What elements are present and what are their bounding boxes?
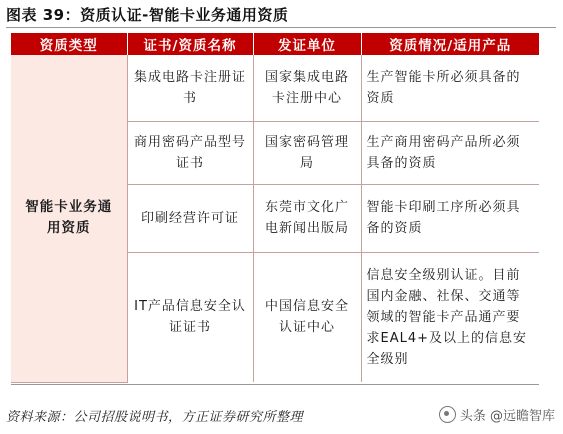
issuer-cell: 国家集成电路卡注册中心 (253, 55, 361, 121)
watermark-logo-icon (439, 406, 456, 423)
caption-divider (6, 27, 556, 28)
source-note: 资料来源：公司招股说明书，方正证券研究所整理 (6, 410, 304, 425)
certificate-name-cell: 印刷经营许可证 (127, 184, 253, 252)
certificate-name-cell: 商用密码产品型号证书 (127, 121, 253, 184)
usage-cell: 信息安全级别认证。目前国内金融、社保、交通等领域的智能卡产品通产要求EAL4+及以上的信息安全级别 (361, 252, 539, 382)
certificate-name-cell: 集成电路卡注册证书 (127, 55, 253, 121)
qualification-table (11, 33, 539, 383)
figure-caption: 图表 39：资质认证-智能卡业务通用资质 (6, 6, 289, 24)
table-row (11, 55, 539, 121)
header-certificate-name: 证书/资质名称 (127, 33, 253, 55)
header-issuer: 发证单位 (253, 33, 361, 55)
usage-cell: 智能卡印刷工序所必须具备的资质 (361, 184, 539, 252)
issuer-cell: 中国信息安全认证中心 (253, 252, 361, 382)
issuer-cell: 国家密码管理局 (253, 121, 361, 184)
qualification-type-cell: 智能卡业务通用资质 (11, 55, 127, 382)
header-qualification-type: 资质类型 (11, 33, 127, 55)
table-header-row (11, 33, 539, 55)
certificate-name-cell: IT产品信息安全认证证书 (127, 252, 253, 382)
table-bottom-rule (11, 384, 539, 385)
header-usage: 资质情况/适用产品 (361, 33, 539, 55)
usage-cell: 生产智能卡所必须具备的资质 (361, 55, 539, 121)
issuer-cell: 东莞市文化广电新闻出版局 (253, 184, 361, 252)
watermark (439, 405, 555, 424)
usage-cell: 生产商用密码产品所必须具备的资质 (361, 121, 539, 184)
watermark-text: 头条 @远瞻智库 (459, 409, 555, 424)
